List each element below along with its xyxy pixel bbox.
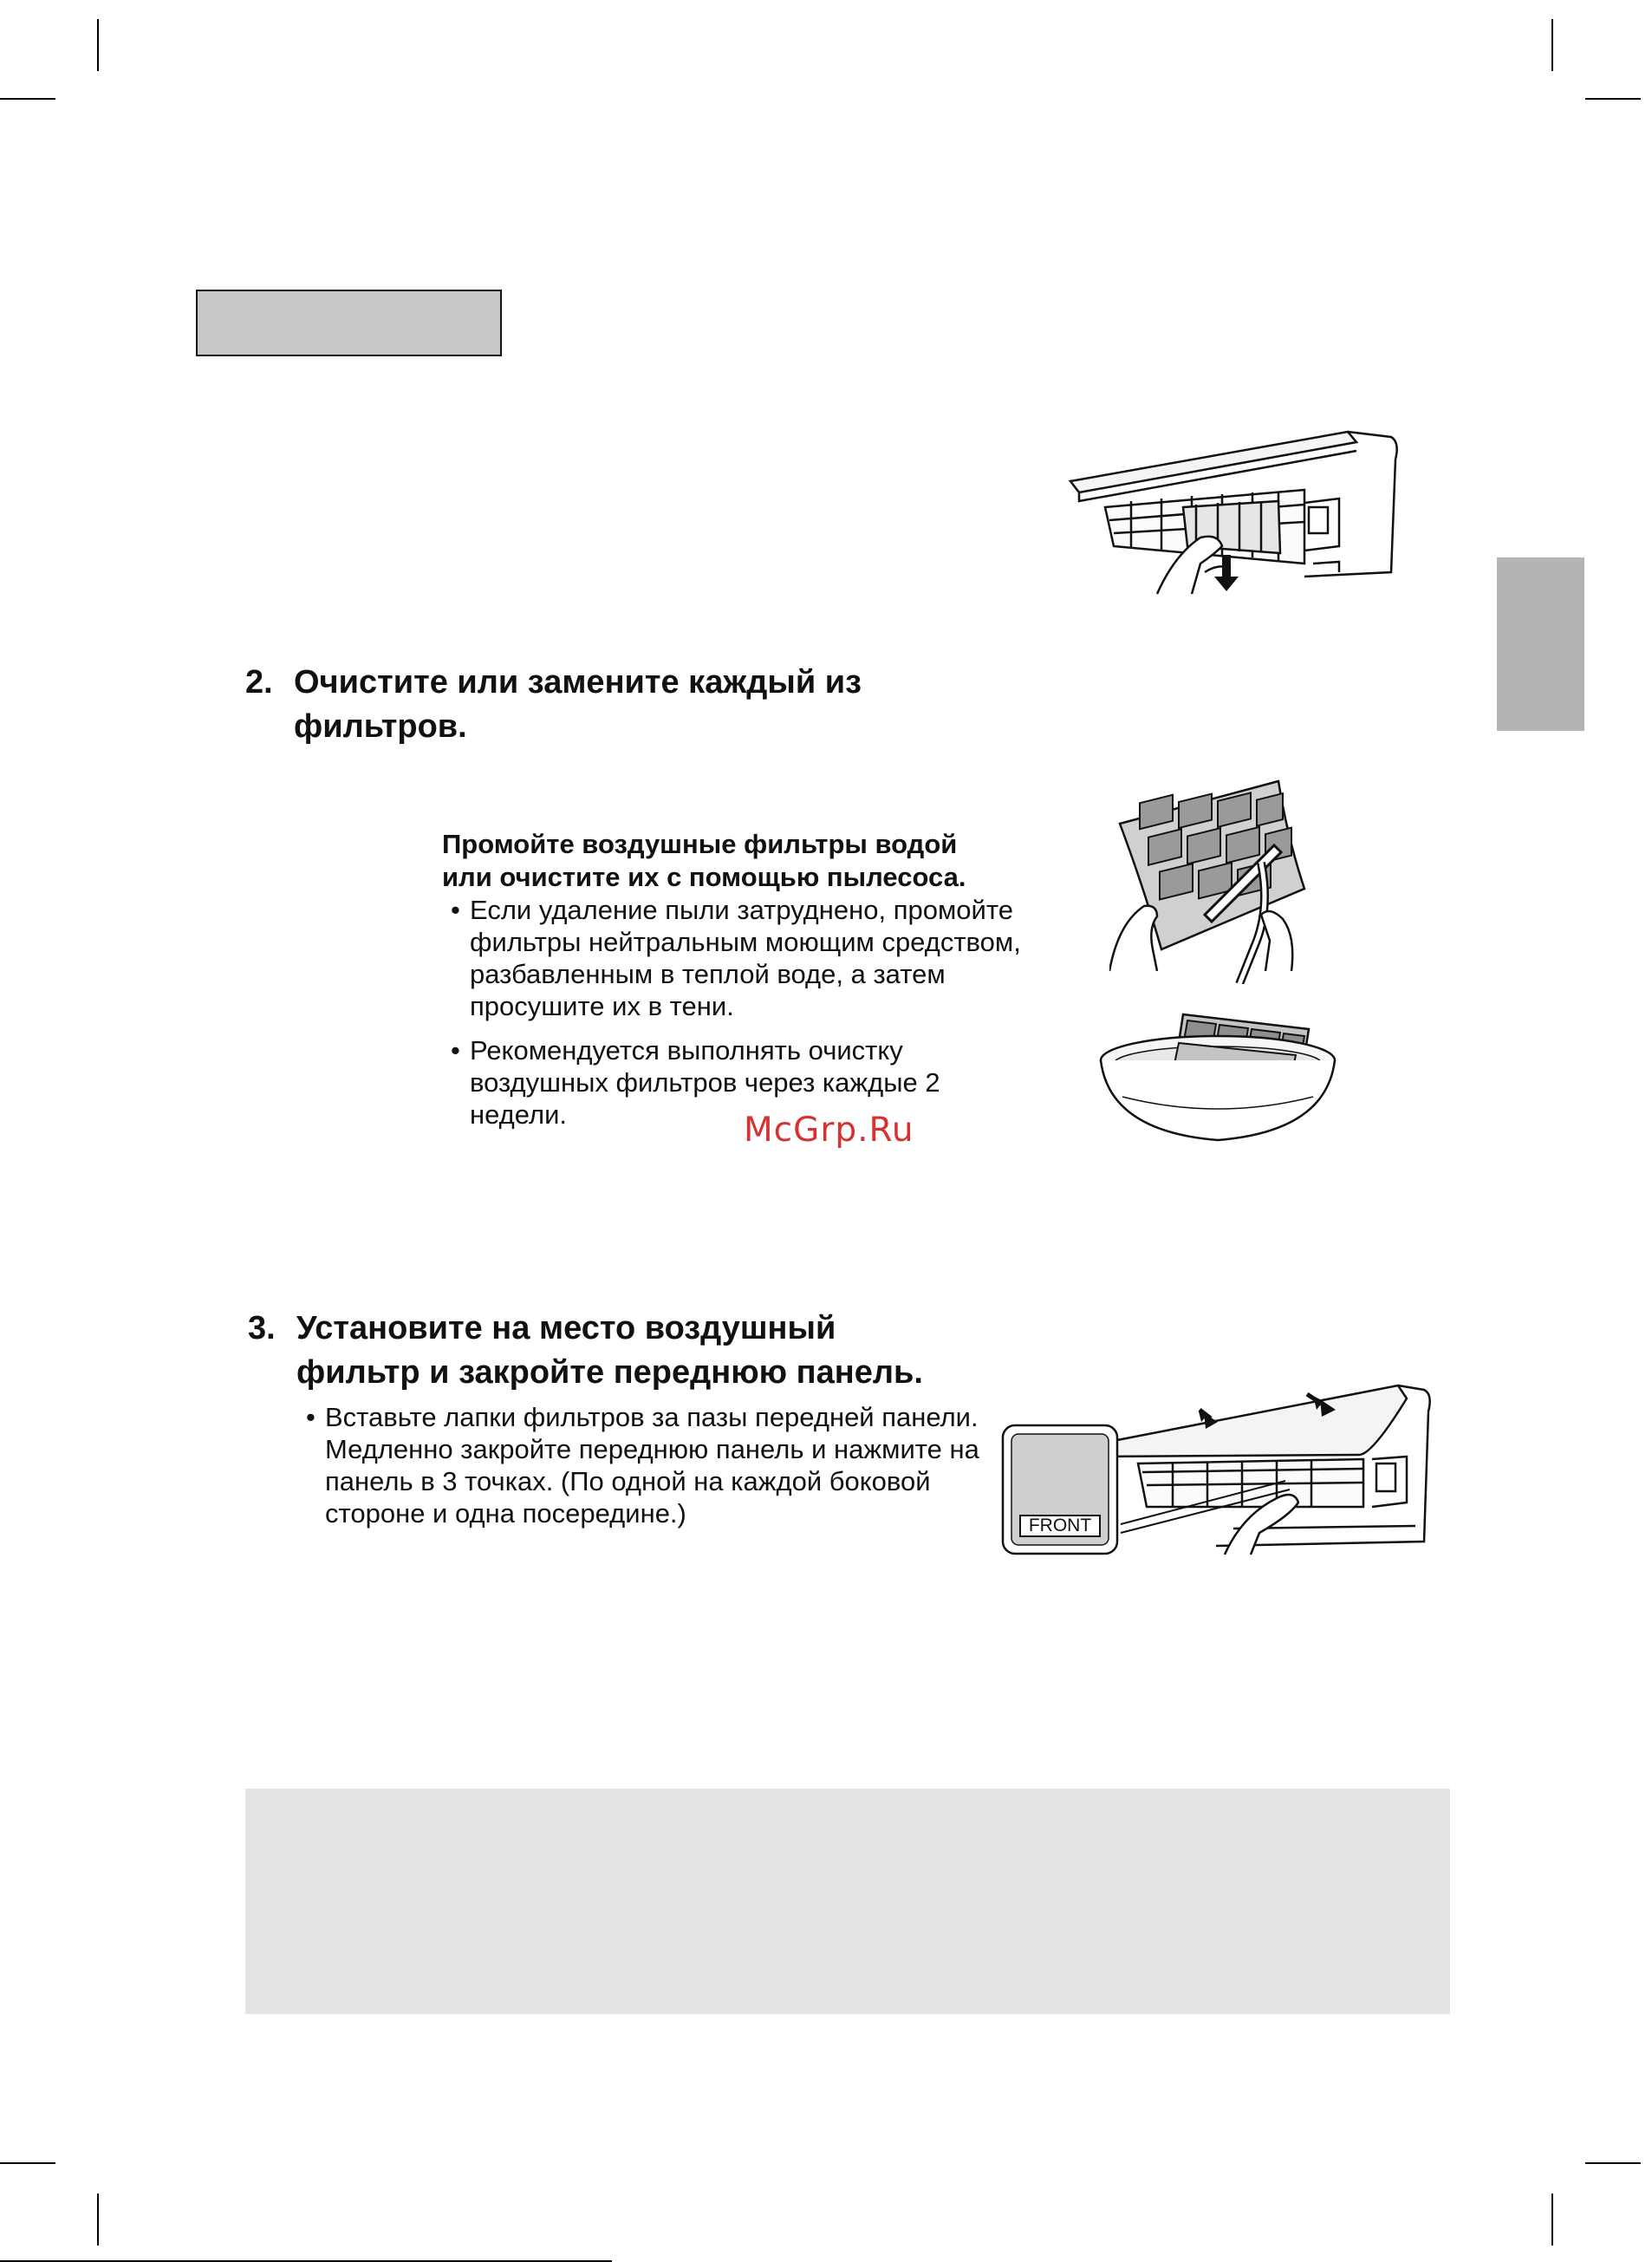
filter-washing-basin-illustration xyxy=(1096,1010,1339,1149)
step-2-body xyxy=(442,828,1031,1143)
crop-mark xyxy=(1551,19,1553,71)
step-3-body xyxy=(297,1401,999,1542)
step-3-bullet: • Вставьте лапки фильтров за пазы передней панели. Медленно закройте переднюю панель и нажмите на панель в 3 точках. (По одной на каждой боковой стороне и одна посередине.) xyxy=(297,1401,999,1529)
step-2-bullet: • Если удаление пыли затруднено, промойте фильтры нейтральным моющим средством, разбавленным в теплой воде, а затем просушите их в тени. xyxy=(442,894,1031,1022)
step-2-bullets xyxy=(442,894,1031,1131)
crop-mark xyxy=(97,2194,99,2246)
step-3-title-line1: Установите на место воздушный xyxy=(296,1310,836,1346)
ac-unit-open-panel-illustration xyxy=(1044,425,1400,598)
crop-mark xyxy=(1585,98,1641,100)
step-2-lead-line1: Промойте воздушные фильтры водой xyxy=(442,829,958,859)
step-2-number: 2. xyxy=(245,664,273,701)
step-3-title-line2: фильтр и закройте переднюю панель. xyxy=(296,1354,923,1391)
side-tab xyxy=(1497,557,1584,731)
step-3-number: 3. xyxy=(248,1310,276,1346)
front-label: FRONT xyxy=(1028,1516,1092,1535)
watermark: McGrp.Ru xyxy=(744,1111,914,1150)
crop-mark xyxy=(0,2162,55,2164)
notice-box xyxy=(245,1789,1450,2014)
step-2-title-line1: Очистите или замените каждый из xyxy=(294,664,862,701)
section-header-box xyxy=(196,290,502,356)
step-2-lead-line2: или очистите их с помощью пылесоса. xyxy=(442,862,966,892)
crop-mark xyxy=(97,19,99,71)
step-3-title xyxy=(248,1307,1028,1395)
step-2-title-line2: фильтров. xyxy=(294,708,467,745)
step-2-title xyxy=(245,661,1025,749)
crop-mark xyxy=(1551,2194,1553,2246)
step-3-bullets xyxy=(297,1401,999,1529)
step-2-bullet: • Рекомендуется выполнять очистку воздушных фильтров через каждые 2 недели. xyxy=(442,1034,1031,1131)
filter-vacuum-illustration xyxy=(1109,776,1326,984)
crop-mark xyxy=(1585,2162,1641,2164)
crop-mark xyxy=(0,98,55,100)
